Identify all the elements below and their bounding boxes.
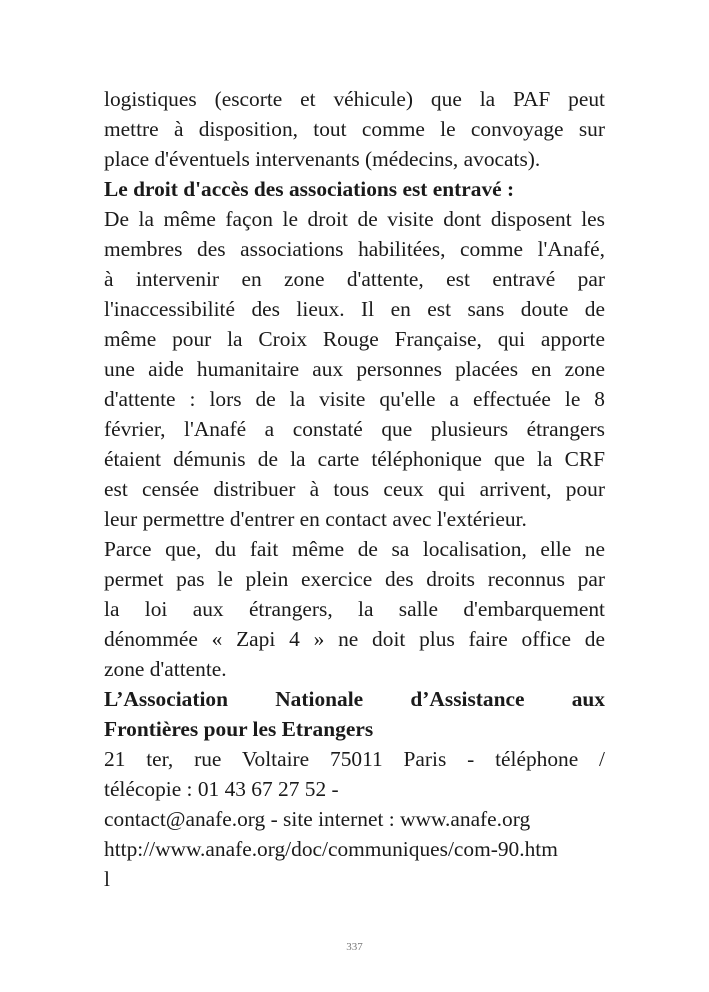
paragraph-1-line-1: De la même façon le droit de visite dont disposent les <box>104 207 605 231</box>
page-number: 337 <box>346 941 363 953</box>
paragraph-1-line-7: d'attente : lors de la visite qu'elle a effectuée le 8 <box>104 387 605 411</box>
paragraph-1-line-8: février, l'Anafé a constaté que plusieurs étrangers <box>104 417 605 441</box>
paragraph-1-line-5: même pour la Croix Rouge Française, qui apporte <box>104 327 605 351</box>
paragraph-2-line-1: Parce que, du fait même de sa localisation, elle ne <box>104 537 605 561</box>
paragraph-1-line-10: est censée distribuer à tous ceux qui arrivent, pour <box>104 477 605 501</box>
paragraph-1-line-2: membres des associations habilitées, comme l'Anafé, <box>104 237 605 261</box>
document-body <box>104 84 605 894</box>
paragraph-1-line-9: étaient démunis de la carte téléphonique que la CRF <box>104 447 605 471</box>
paragraph-1-line-3: à intervenir en zone d'attente, est entravé par <box>104 267 605 291</box>
paragraph-2-line-4: dénommée « Zapi 4 » ne doit plus faire office de <box>104 627 605 651</box>
paragraph-1-line-11: leur permettre d'entrer en contact avec l'extérieur. <box>104 507 527 531</box>
paragraph-zapi-4 <box>104 534 605 684</box>
contact-fax-line: télécopie : 01 43 67 27 52 - <box>104 777 339 801</box>
signature-heading-line-1: L’Association Nationale d’Assistance aux <box>104 687 605 711</box>
paragraph-2-line-3: la loi aux étrangers, la salle d'embarquement <box>104 597 605 621</box>
paragraph-1-line-6: une aide humanitaire aux personnes placées en zone <box>104 357 605 381</box>
contact-address-line: 21 ter, rue Voltaire 75011 Paris - téléphone / <box>104 747 605 771</box>
contact-url-continuation: l <box>104 867 110 891</box>
paragraph-2-line-5: zone d'attente. <box>104 657 227 681</box>
paragraph-2-line-2: permet pas le plein exercice des droits reconnus par <box>104 567 605 591</box>
intro-paragraph <box>104 84 605 174</box>
paragraph-1-line-4: l'inaccessibilité des lieux. Il en est sans doute de <box>104 297 605 321</box>
contact-block <box>104 744 605 894</box>
contact-url-line: http://www.anafe.org/doc/communiques/com-90.htm <box>104 837 558 861</box>
intro-line-1: logistiques (escorte et véhicule) que la PAF peut <box>104 87 605 111</box>
signature-heading-line-2: Frontières pour les Etrangers <box>104 717 374 741</box>
paragraph-access-rights <box>104 204 605 534</box>
contact-email-website-line: contact@anafe.org - site internet : www.anafe.org <box>104 807 531 831</box>
intro-line-2: mettre à disposition, tout comme le convoyage sur <box>104 117 605 141</box>
section-heading: Le droit d'accès des associations est entravé : <box>104 177 515 201</box>
intro-line-3: place d'éventuels intervenants (médecins, avocats). <box>104 147 541 171</box>
